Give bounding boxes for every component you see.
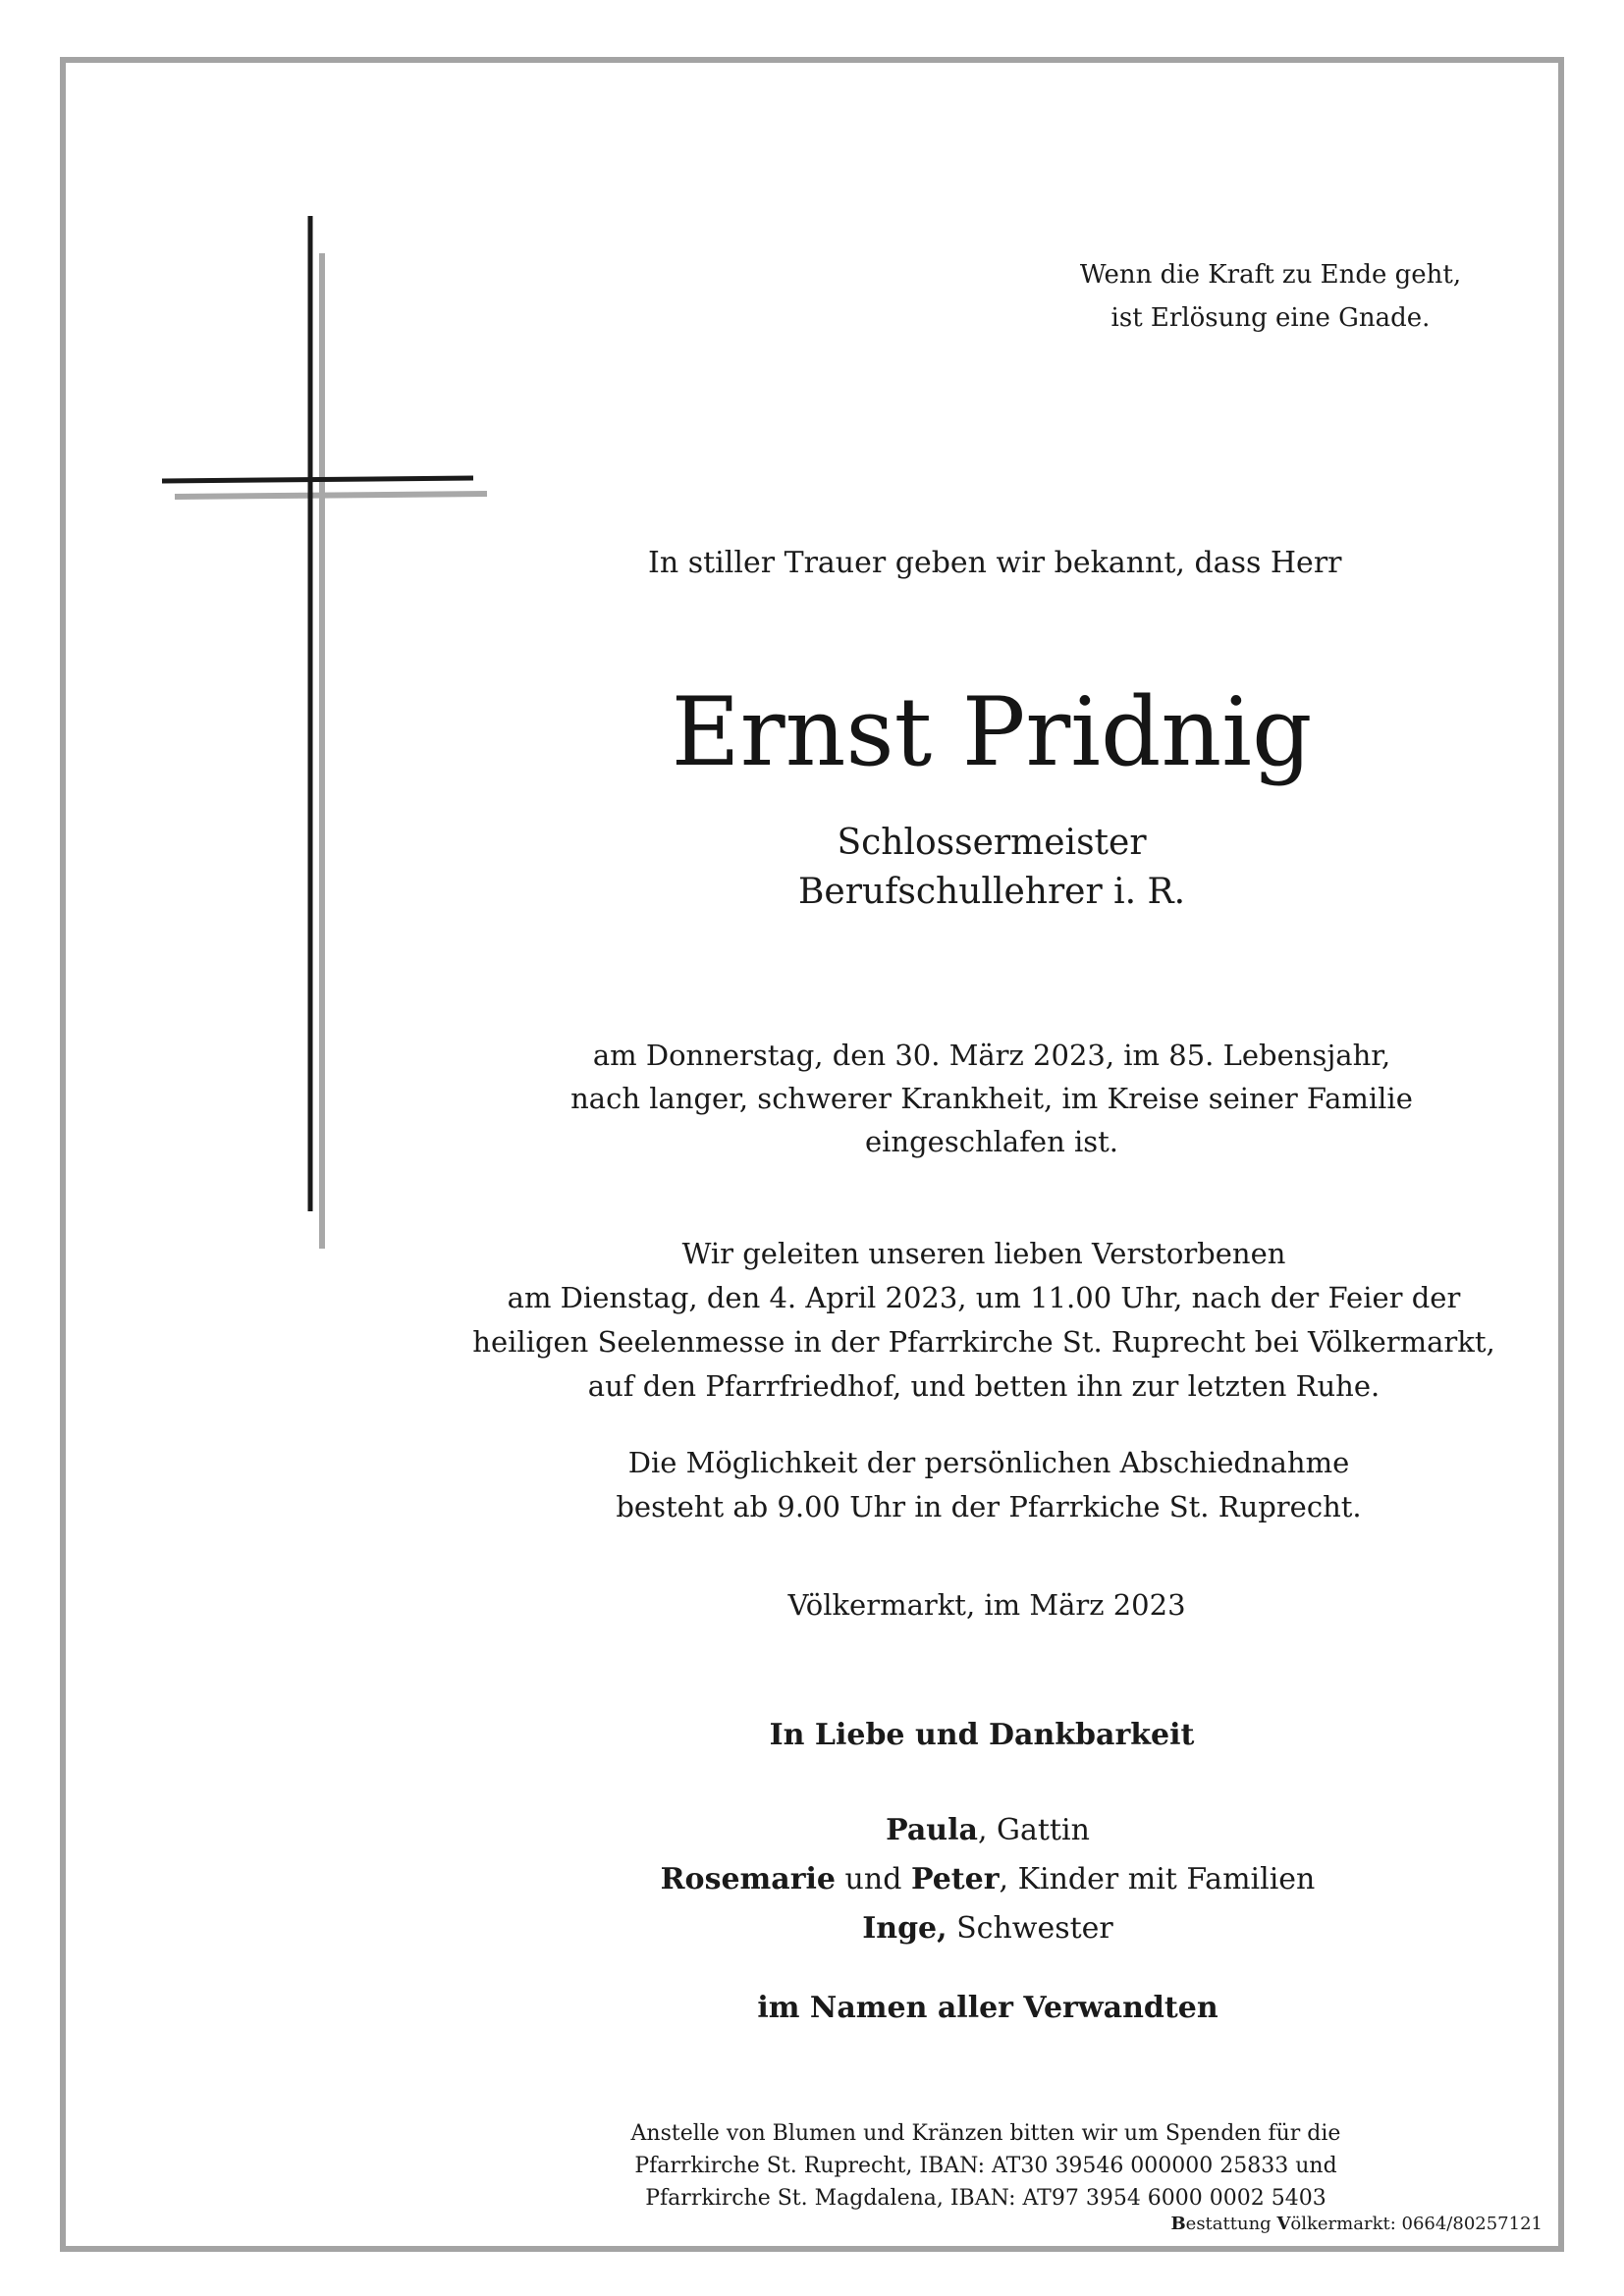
cross-shadow-horizontal xyxy=(175,494,487,497)
funeral-line-2: am Dienstag, den 4. April 2023, um 11.00 Uhr, nach der Feier der xyxy=(507,1281,1461,1314)
family-member-3 xyxy=(546,1904,1430,1953)
place-date: Völkermarkt, im März 2023 xyxy=(787,1588,1186,1622)
funeral-details xyxy=(444,1232,1524,1409)
farewell-info xyxy=(498,1441,1480,1529)
undertaker-initial: B xyxy=(1170,2214,1186,2234)
deceased-name: Ernst Pridnig xyxy=(671,677,1313,787)
family-member-1 xyxy=(546,1806,1430,1855)
undertaker-text: estattung xyxy=(1185,2214,1277,2234)
farewell-line-2: besteht ab 9.00 Uhr in der Pfarrkiche St. Ruprecht. xyxy=(616,1490,1362,1523)
closing-phrase: In Liebe und Dankbarkeit xyxy=(769,1718,1195,1752)
member-role: , Kinder mit Familien xyxy=(999,1862,1316,1896)
cross-horizontal xyxy=(162,478,473,481)
member-role: Schwester xyxy=(947,1911,1113,1946)
member-conjunction: und xyxy=(836,1862,911,1896)
profession xyxy=(648,819,1335,917)
profession-line-2: Berufschullehrer i. R. xyxy=(797,872,1186,912)
donation-line-1: Anstelle von Blumen und Kränzen bitten wir um Spenden für die xyxy=(630,2121,1341,2146)
member-name: Inge, xyxy=(862,1911,947,1946)
undertaker-initial: V xyxy=(1276,2214,1291,2234)
member-name: Peter xyxy=(910,1862,1000,1896)
donation-line-2: Pfarrkirche St. Ruprecht, IBAN: AT30 39546 000000 25833 und xyxy=(634,2154,1337,2178)
farewell-line-1: Die Möglichkeit der persönlichen Abschiednahme xyxy=(627,1446,1350,1479)
announcement-text: In stiller Trauer geben wir bekannt, dass Herr xyxy=(648,546,1342,580)
death-notice xyxy=(501,1034,1483,1163)
funeral-line-3: heiligen Seelenmesse in der Pfarrkirche St. Ruprecht bei Völkermarkt, xyxy=(472,1325,1495,1359)
profession-line-1: Schlossermeister xyxy=(837,823,1147,863)
death-line-3: eingeschlafen ist. xyxy=(864,1125,1119,1158)
death-line-1: am Donnerstag, den 30. März 2023, im 85. Lebensjahr, xyxy=(592,1039,1391,1072)
member-name: Rosemarie xyxy=(660,1862,837,1896)
quote-line-2: ist Erlösung eine Gnade. xyxy=(1110,303,1431,333)
member-name: Paula xyxy=(886,1813,978,1847)
funeral-line-4: auf den Pfarrfriedhof, und betten ihn zur letzten Ruhe. xyxy=(587,1369,1380,1403)
member-role: , Gattin xyxy=(977,1813,1090,1847)
donation-notice xyxy=(544,2117,1428,2215)
cross-icon xyxy=(147,206,501,1256)
family-list xyxy=(546,1806,1430,1953)
donation-line-3: Pfarrkirche St. Magdalena, IBAN: AT97 3954 6000 0002 5403 xyxy=(645,2186,1326,2211)
relatives-line: im Namen aller Verwandten xyxy=(757,1991,1218,2025)
family-member-2 xyxy=(546,1855,1430,1904)
undertaker-credit xyxy=(1170,2213,1543,2236)
quote-line-1: Wenn die Kraft zu Ende geht, xyxy=(1079,260,1462,290)
funeral-line-1: Wir geleiten unseren lieben Verstorbenen xyxy=(681,1237,1286,1270)
death-line-2: nach langer, schwerer Krankheit, im Kreise seiner Familie xyxy=(570,1082,1413,1115)
undertaker-text: ölkermarkt: 0664/80257121 xyxy=(1290,2214,1543,2234)
memorial-quote xyxy=(976,253,1565,340)
